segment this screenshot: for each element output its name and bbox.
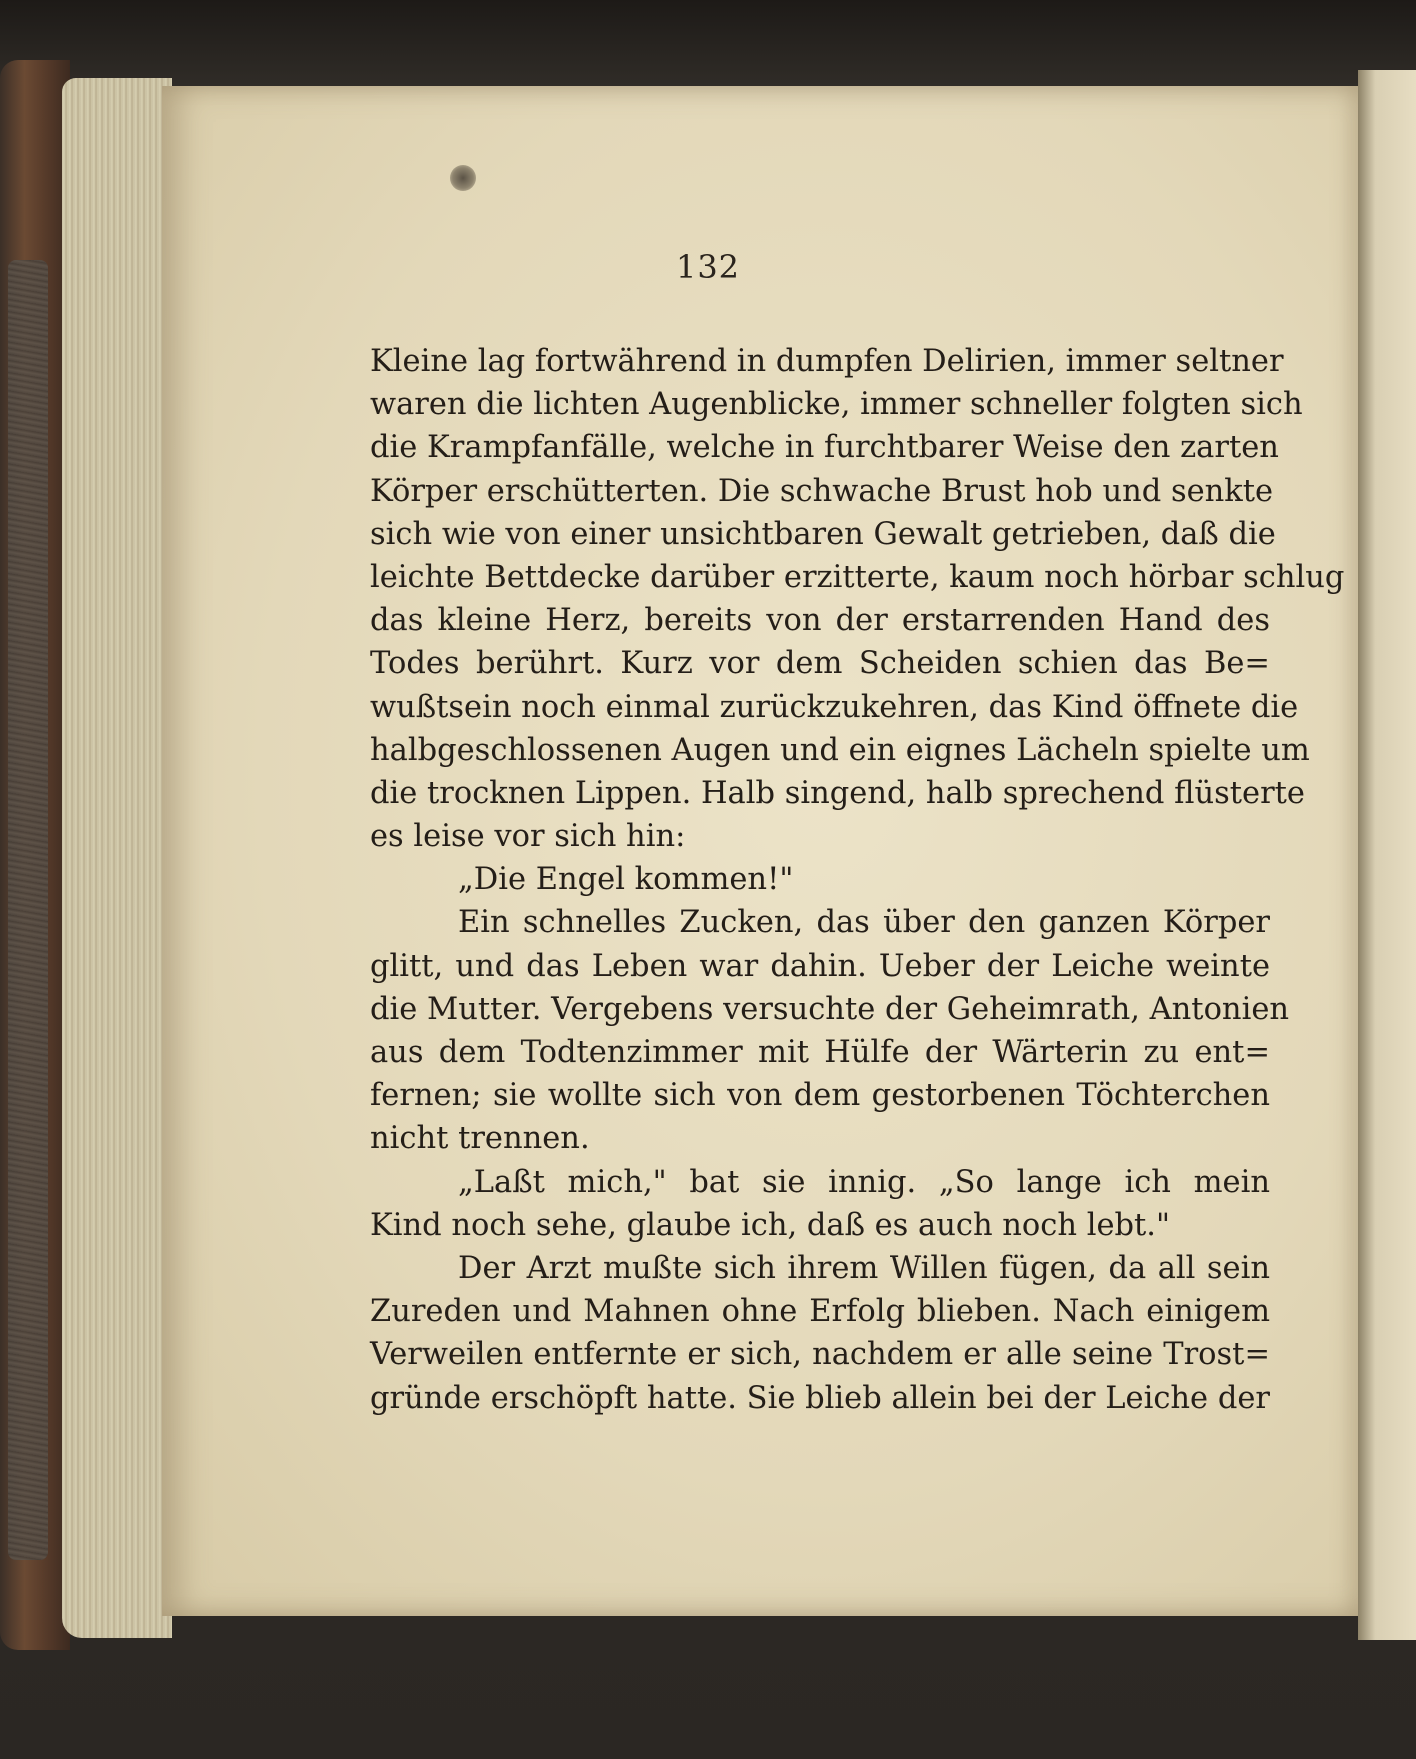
page-number: 132 — [675, 248, 741, 286]
text-line: die trocknen Lippen. Halb singend, halb sprechend flüsterte — [370, 775, 1305, 811]
text-line: Körper erschütterten. Die schwache Brust hob und senkte — [370, 473, 1274, 509]
page-stack-edges — [62, 78, 172, 1638]
text-line: Der Arzt mußte sich ihrem Willen fügen, da all sein — [458, 1250, 1270, 1286]
text-line: Zureden und Mahnen ohne Erfolg blieben. Nach einigem — [370, 1294, 1270, 1330]
text-line: glitt, und das Leben war dahin. Ueber der Leiche weinte — [370, 948, 1270, 984]
text-line: Kind noch sehe, glaube ich, daß es auch noch lebt." — [370, 1207, 1171, 1243]
text-line: sich wie von einer unsichtbaren Gewalt getrieben, daß die — [370, 516, 1276, 552]
facing-page-gutter — [1358, 70, 1416, 1640]
cover-texture — [8, 260, 48, 1560]
text-line: wußtsein noch einmal zurückzukehren, das Kind öffnete die — [370, 689, 1299, 725]
text-line: das kleine Herz, bereits von der erstarrenden Hand des — [370, 603, 1270, 639]
book-cover-edge — [0, 60, 70, 1650]
text-line: Verweilen entfernte er sich, nachdem er alle seine Trost= — [370, 1337, 1270, 1373]
text-line: Todes berührt. Kurz vor dem Scheiden schien das Be= — [370, 646, 1270, 682]
text-line: Ein schnelles Zucken, das über den ganzen Körper — [458, 905, 1270, 941]
text-line: Kleine lag fortwährend in dumpfen Delirien, immer seltner — [370, 344, 1284, 379]
text-line: nicht trennen. — [370, 1121, 590, 1157]
text-line: aus dem Todtenzimmer mit Hülfe der Wärterin zu ent= — [370, 1035, 1270, 1070]
text-line: „Laßt mich," bat sie innig. „So lange ich mein — [458, 1164, 1270, 1200]
text-line: die Mutter. Vergebens versuchte der Geheimrath, Antonien — [370, 991, 1290, 1027]
body-text — [370, 340, 1345, 1420]
text-line: gründe erschöpft hatte. Sie blieb allein bei der Leiche der — [370, 1380, 1270, 1416]
paper-stain — [450, 165, 476, 191]
text-line: es leise vor sich hin: — [370, 819, 686, 855]
text-line: halbgeschlossenen Augen und ein eignes Lächeln spielte um — [370, 732, 1310, 768]
text-line: waren die lichten Augenblicke, immer schneller folgten sich — [370, 387, 1303, 423]
text-line: die Krampfanfälle, welche in furchtbarer Weise den zarten — [370, 430, 1279, 466]
text-line: „Die Engel kommen!" — [458, 862, 794, 898]
text-line: fernen; sie wollte sich von dem gestorbenen Töchterchen — [370, 1078, 1270, 1114]
text-line: leichte Bettdecke darüber erzitterte, kaum noch hörbar schlug — [370, 559, 1345, 595]
